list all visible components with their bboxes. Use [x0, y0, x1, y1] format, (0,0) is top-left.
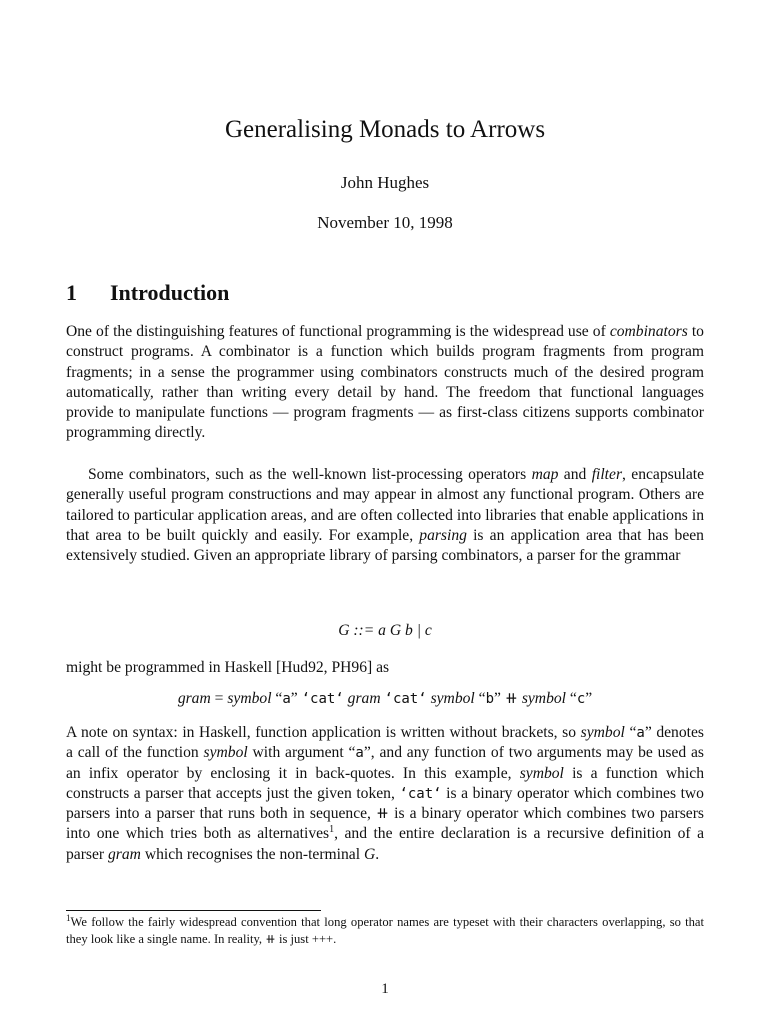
emphasis-combinators: combinators — [609, 323, 688, 340]
paragraph-2 — [66, 465, 704, 566]
text-run: symbol — [203, 744, 248, 762]
text-run: is a function which constructs a parser that accepts just the given token, — [66, 764, 704, 802]
text-run: One of the distinguishing features of functional programming is the widespread use of — [66, 323, 610, 340]
eq-token: symbol — [517, 690, 566, 707]
text-run: with argument “ — [247, 744, 356, 762]
eq-token: “ — [271, 690, 283, 707]
text-run: , and the entire declaration is a recursive definition of a parser — [66, 825, 704, 863]
text-run: We follow the fairly widespread convention that long operator names are typeset with their characters overlapping, so that they look like a single name. In reality, — [66, 915, 704, 946]
author-name: John Hughes — [340, 173, 430, 192]
eq-token: gram — [343, 690, 385, 707]
eq-token: ‘cat‘ — [301, 691, 344, 707]
haskell-equation — [66, 689, 704, 708]
text-run: . — [375, 845, 380, 863]
text-run: is a binary operator which combines two parsers into one which tries both as alternatives — [66, 805, 704, 843]
text-run: ⧺ — [265, 932, 276, 946]
footnote-divider — [66, 910, 321, 911]
text-run: . — [333, 932, 337, 946]
eq-token: “ — [474, 690, 486, 707]
eq-token: ” — [585, 690, 593, 707]
text-run: ”, and any function of two arguments may be used as an infix operator by enclosing it in back-quotes. In this example, — [66, 744, 704, 782]
text-run: ‘cat‘ — [399, 785, 442, 802]
text-run: Some combinators, such as the well-known list-processing operators — [88, 466, 532, 483]
text-run: , encapsulate generally useful program constructions and may appear in almost any functional program. Others are tailored to particular application areas, and are often collected into libraries that enable applications in that area to be built quickly and easily. For example, — [66, 466, 705, 544]
paragraph-4 — [66, 723, 704, 865]
eq-token: symbol — [227, 690, 272, 707]
eq-token: symbol — [426, 690, 475, 707]
footnote-mark: 1 — [66, 912, 71, 923]
text-run: symbol — [519, 764, 564, 782]
section-number: 1 — [66, 280, 77, 305]
text-run: is just — [275, 932, 312, 946]
eq-token: c — [576, 691, 586, 707]
section-heading — [66, 280, 229, 306]
eq-token: ” — [290, 690, 302, 707]
eq-token: “ — [566, 690, 577, 707]
text-run: “ — [624, 724, 637, 741]
paper-date: November 10, 1998 — [317, 213, 453, 232]
eq-token: ‘cat‘ — [384, 691, 427, 707]
text-run: and — [558, 466, 592, 483]
text-run: a — [355, 745, 364, 762]
text-run: is a binary operator which combines two parsers into a parser that runs both in sequence, — [66, 784, 704, 823]
eq-token: ” — [494, 690, 505, 707]
section-title: Introduction — [110, 280, 230, 305]
text-run: to construct programs. A combinator is a function which builds program fragments from program fragments; in a sense the programmer using combinators constructs much of the desired program automatically, rather than writing every detail by hand. The freedom that functional languages provide to manipulate functions — program fragments — as first-class citizens supports combinator programming directly. — [66, 323, 704, 442]
grammar-equation: G ::= a G b | c — [338, 622, 432, 639]
text-run: ” denotes a call of the function — [66, 724, 704, 762]
text-run: symbol — [580, 724, 625, 741]
paper-page — [66, 0, 704, 1024]
text-run: +++ — [311, 932, 334, 946]
emphasis-parsing: parsing — [419, 526, 467, 544]
emphasis-map: map — [531, 466, 559, 483]
paragraph-3: might be programmed in Haskell [Hud92, PH96] as — [66, 659, 390, 676]
text-run: A note on syntax: in Haskell, function application is written without brackets, so — [66, 724, 581, 741]
eq-token: a — [282, 691, 291, 707]
text-run: G — [363, 845, 376, 863]
footnote-1 — [66, 914, 704, 948]
text-run: ⧺ — [376, 805, 390, 823]
emphasis-filter: filter — [591, 466, 623, 483]
text-run: a — [636, 725, 645, 741]
footnote-reference[interactable]: 1 — [329, 824, 335, 836]
paragraph-1 — [66, 322, 704, 444]
eq-token: b — [485, 691, 495, 707]
eq-token: = — [210, 690, 228, 707]
paper-title: Generalising Monads to Arrows — [224, 116, 546, 143]
eq-token: gram — [177, 690, 211, 707]
text-run: is an application area that has been extensively studied. Given an appropriate library of parsing combinators, a parser for the grammar — [66, 526, 704, 565]
text-run: gram — [108, 845, 141, 863]
page-number: 1 — [381, 981, 389, 997]
text-run: which recognises the non-terminal — [140, 845, 364, 863]
eq-token: ⧺ — [504, 690, 518, 707]
